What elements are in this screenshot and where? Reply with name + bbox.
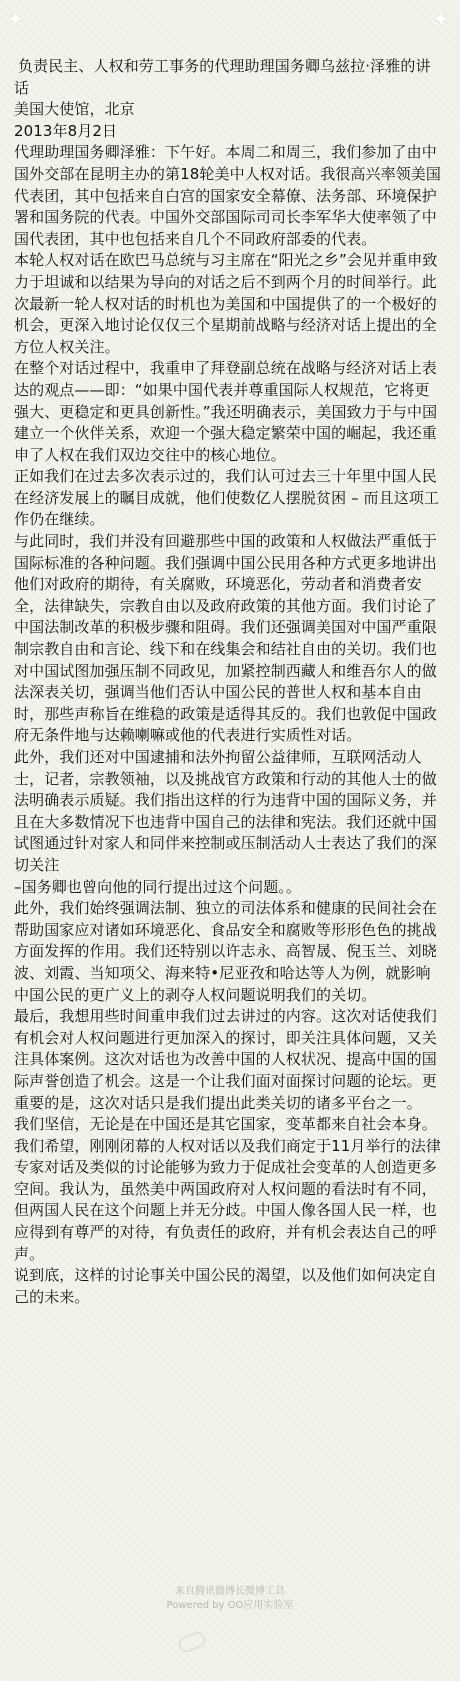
star-icon: ✦: [432, 7, 450, 31]
article-paragraph: 在整个对话过程中，我重申了拜登副总统在战略与经济对话上表达的观点——即：“如果中国代表并尊重国际人权规范，它将更强大、更稳定和更具创新性。”我还明确表示，美国致力于与中国建立一个伙伴关系，欢迎一个强大稳定繁荣中国的崛起，我还重申了人权在我们双边交往中的核心地位。: [14, 359, 438, 464]
article-location: 美国大使馆，北京: [14, 100, 135, 119]
article-paragraph: 此外，我们还对中国逮捕和法外拘留公益律师，互联网活动人士，记者，宗教领袖，以及挑战官方政策和行动的其他人士的做法明确表示质疑。我们指出这样的行为违背中国的国际义务，并且在大多数情况下也违背中国自己的法律和宪法。我们还就中国试图通过针对家人和同伴来控制或压制活动人士表达了我们的深切关注: [14, 748, 437, 874]
star-icon: ✦: [6, 7, 24, 31]
article-paragraph: 最后，我想用些时间重申我们过去讲过的内容。这次对话使我们有机会对人权问题进行更加深入的探讨，即关注具体问题，又关注具体案例。这次对话也为改善中国的人权状况、提高中国的国际声誉创造了机会。这是一个让我们面对面探讨问题的论坛。更重要的是，这次对话只是我们提出此类关切的诸多平台之一。: [14, 1007, 437, 1112]
article-paragraph: 代理助理国务卿泽雅：下午好。本周二和周三，我们参加了由中国外交部在昆明主办的第18轮美中人权对话。我很高兴率领美国代表团，其中包括来自白宫的国家安全幕僚、法务部、环境保护署和国务院的代表。中国外交部国际司司长李军华大使率领了中国代表团，其中也包括来自几个不同政府部委的代表。: [14, 143, 441, 248]
article-paragraph: 说到底，这样的讨论事关中国公民的渴望，以及他们如何决定自己的未来。: [14, 1266, 437, 1306]
article-paragraph: 此外，我们始终强调法制、独立的司法体系和健康的民间社会在帮助国家应对诸如环境恶化、食品安全和腐败等形形色色的挑战方面发挥的作用。我们还特别以许志永、高智晟、倪玉兰、刘晓波、刘霞、当知项父、海来特•尼亚孜和哈达等人为例，就影响中国公民的更广义上的剥夺人权问题说明我们的关切。: [14, 899, 437, 1004]
footer-credit: [0, 1585, 460, 1613]
article-paragraph: 我们坚信，无论是在中国还是其它国家，变革都来自社会本身。我们希望，刚刚闭幕的人权对话以及我们商定于11月举行的法律专家对话及类似的讨论能够为致力于促成社会变革的人创造更多空间。我认为，虽然美中两国政府对人权问题的看法时有不同，但两国人民在这个问题上并无分歧。中国人像各国人民一样，也应得到有尊严的对待，有负责任的政府，并有机会表达自己的呼声。: [14, 1115, 441, 1263]
top-decoration-bar: [0, 0, 460, 40]
article-body: [14, 56, 442, 1308]
article-paragraph: 正如我们在过去多次表示过的，我们认可过去三十年里中国人民在经济发展上的瞩目成就，他们使数亿人摆脱贫困 – 而且这项工作仍在继续。: [14, 467, 440, 529]
article-paragraph: 本轮人权对话在欧巴马总统与习主席在“阳光之乡”会见并重申致力于坦诚和以结果为导向的对话之后不到两个月的时间举行。此次最新一轮人权对话的时机也为美国和中国提供了的一个极好的机会，更深入地讨论仅仅三个星期前战略与经济对话上提出的全方位人权关注。: [14, 251, 438, 356]
article-paragraph: –国务卿也曾向他的同行提出过这个问题。。: [14, 877, 302, 896]
footer-powered-line: Powered by OO应用实验室: [166, 1600, 294, 1611]
article-date: 2013年8月2日: [14, 121, 118, 140]
swirl-decoration-icon: [176, 1630, 208, 1655]
article-paragraph: 与此同时，我们并没有回避那些中国的政策和人权做法严重低于国际标准的各种问题。我们强调中国公民用各种方式更多地讲出他们对政府的期待，有关腐败，环境恶化，劳动者和消费者安全，法律缺失，宗教自由以及政府政策的其他方面。我们讨论了中国法制改革的积极步骤和阻碍。我们还强调美国对中国严重限制宗教自由和言论、线下和在线集会和结社自由的关切。我们也对中国试图加强压制不同政见，加紧控制西藏人和维吾尔人的做法深表关切，强调当他们否认中国公民的普世人权和基本自由时，那些声称旨在维稳的政策是适得其反的。我们也敦促中国政府无条件地与达赖喇嘛或他的代表进行实质性对话。: [14, 532, 437, 745]
footer-source-line: 来自腾讯微博长微博工具: [175, 1586, 285, 1597]
article-title: 负责民主、人权和劳工事务的代理助理国务卿乌兹拉·泽雅的讲话: [14, 57, 431, 97]
